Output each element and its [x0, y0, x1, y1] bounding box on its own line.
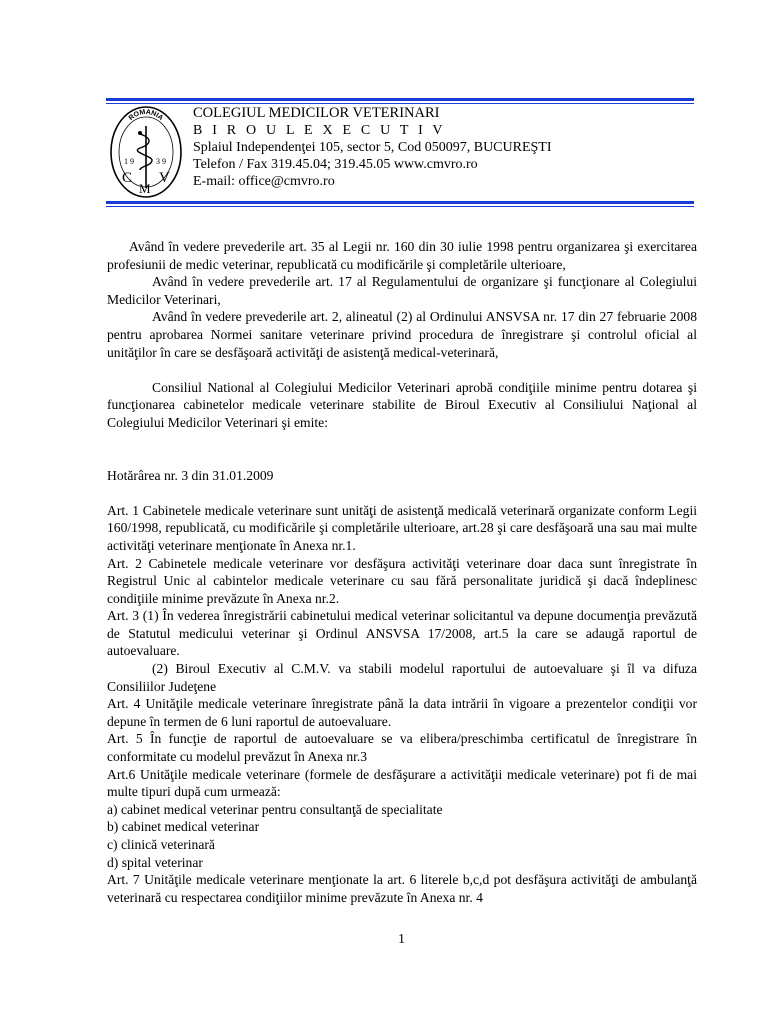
preamble-paragraph-1: Având în vedere prevederile art. 35 al Legii nr. 160 din 30 iulie 1998 pentru organizarea şi exercitarea profesiunii de medic veterinar, republicată cu modificările şi completările ulterioare,: [107, 239, 697, 272]
org-name: COLEGIUL MEDICILOR VETERINARI: [193, 105, 440, 121]
article-6: Art.6 Unităţile medicale veterinare (formele de desfăşurare a activităţii medicale veterinare) pot fi de mai multe tipuri după cum urmează:: [107, 766, 697, 800]
article-2: Art. 2 Cabinetele medicale veterinare vor desfăşura activităţi veterinare doar daca sunt înregistrate în Registrul Unic al cabintelor medicale veterinare cu sau fără personalitate juridică şi dacă îndeplinesc condiţiile minime prevăzute în Anexa nr.2.: [107, 555, 697, 606]
org-address: Splaiul Independenţei 105, sector 5, Cod 050097, BUCUREŞTI: [193, 140, 552, 155]
header-top-rule-thin: [106, 103, 694, 104]
article-5: Art. 5 În funcţie de raportul de autoevaluare se va elibera/preschimba certificatul de înregistrare în conformitate cu modelul prevăzut în Anexa nr.3: [107, 731, 697, 765]
header-bottom-rule-thin: [106, 206, 694, 207]
article-3-para-1: Art. 3 (1) În vederea înregistrării cabinetului medical veterinar solicitantul va depune documenţia prevăzută de Statutul medicului veterinar şi Ordinul ANSVSA 17/2008, art.5 la care se adaugă raportul de autoevaluare.: [107, 608, 697, 659]
article-4: Art. 4 Unităţile medicale veterinare înregistrate până la data intrării în vigoare a prezentelor condiţii vor depune în termen de 6 luni raportul de autoevaluare.: [107, 696, 697, 729]
article-1: Art. 1 Cabinetele medicale veterinare sunt unităţi de asistenţă medicală veterinară organizate conform Legii 160/1998, republicată, cu modificările şi completările ulterioare, art.28 şi care desfăşoară una sau mai multe activităţi veterinare menţionate în Anexa nr.1.: [107, 502, 697, 553]
office-name: B I R O U L E X E C U T I V: [193, 123, 446, 138]
preamble-paragraph-2: Având în vedere prevederile art. 17 al Regulamentului de organizare şi funcţionare al Colegiului Medicilor Veterinari,: [107, 274, 697, 307]
list-item: d) spital veterinar: [107, 854, 203, 870]
org-email: E-mail: office@cmvro.ro: [193, 174, 335, 189]
document-body: [107, 238, 697, 906]
decision-title: Hotărârea nr. 3 din 31.01.2009: [107, 467, 274, 483]
seal-year-right: 3 9: [156, 157, 166, 166]
list-item: c) clinică veterinară: [107, 837, 215, 852]
seal-letter-c: C: [122, 170, 133, 186]
seal-year-left: 1 9: [124, 157, 134, 166]
cmv-seal-logo: [108, 104, 184, 200]
header-top-rule: [106, 98, 694, 101]
article-3-para-2: (2) Biroul Executiv al C.M.V. va stabili modelul raportului de autoevaluare şi îl va difuza Consiliilor Judeţene: [107, 661, 697, 694]
org-contact: Telefon / Fax 319.45.04; 319.45.05 www.cmvro.ro: [193, 157, 478, 172]
list-item: a) cabinet medical veterinar pentru consultanţă de specialitate: [107, 801, 443, 817]
article-7: Art. 7 Unităţile medicale veterinare menţionate la art. 6 literele b,c,d pot desfăşura activităţi de ambulanţă veterinară cu respectarea condiţiilor minime prevăzute în Anexa nr. 4: [107, 872, 697, 905]
page-number: 1: [398, 932, 405, 947]
seal-top-text: ROMANIA: [127, 108, 165, 123]
header-bottom-rule: [106, 201, 694, 204]
list-item: b) cabinet medical veterinar: [107, 819, 260, 835]
decision-intro: Consiliul National al Colegiului Medicilor Veterinari aprobă condiţiile minime pentru dotarea şi funcţionarea cabinetelor medicale veterinare stabilite de Biroul Executiv al Consiliului Naţional al Colegiului Medicilor Veterinari şi emite:: [107, 379, 697, 430]
preamble-paragraph-3: Având în vedere prevederile art. 2, alineatul (2) al Ordinului ANSVSA nr. 17 din 27 februarie 2008 pentru aprobarea Normei sanitare veterinare privind procedura de înregistrare şi controlul oficial al unităţilor în care se desfăşoară activităţi de asistenţă medical-veterinară,: [107, 309, 697, 360]
letterhead: [193, 105, 552, 190]
seal-letter-v: V: [159, 170, 170, 186]
seal-letter-m: M: [139, 181, 151, 196]
